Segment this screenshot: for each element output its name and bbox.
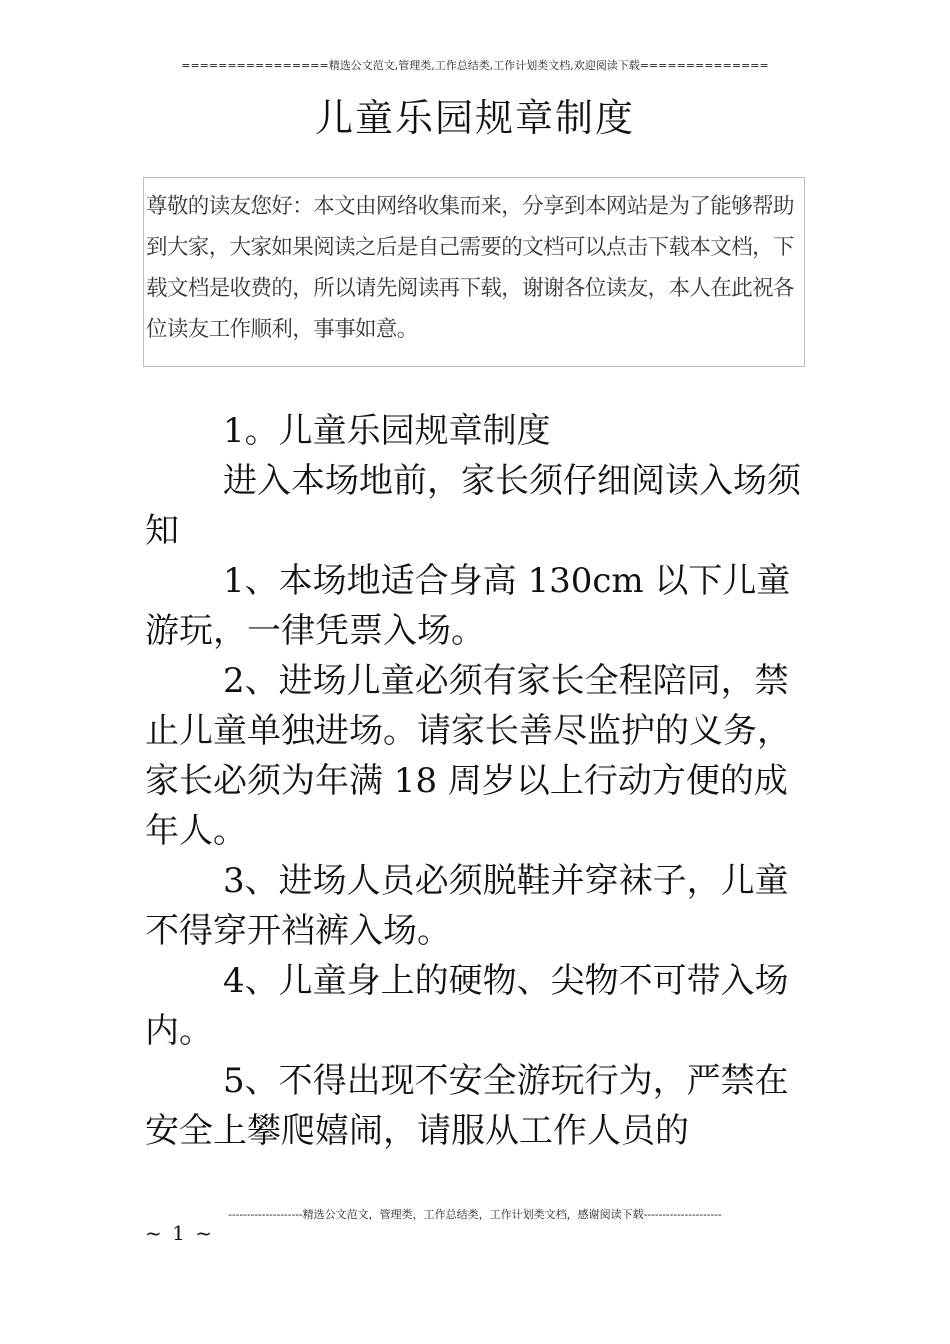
reader-notice-text: 尊敬的读友您好：本文由网络收集而来，分享到本网站是为了能够帮助到大家，大家如果阅读之后是自己需要的文档可以点击下载本文档，下载文档是收费的，所以请先阅读再下载，谢谢各位读友，本人在此祝各位读友工作顺利，事事如意。 [146, 194, 794, 342]
rule-item-2: 2、进场儿童必须有家长全程陪同，禁止儿童单独进场。请家长善尽监护的义务，家长必须为年满 18 周岁以上行动方便的成年人。 [145, 661, 791, 851]
rule-item-1: 1、本场地适合身高 130cm 以下儿童游玩，一律凭票入场。 [145, 561, 791, 651]
section-heading: 1。儿童乐园规章制度 [223, 411, 551, 451]
rule-item-4: 4、儿童身上的硬物、尖物不可带入场内。 [145, 961, 789, 1051]
intro-paragraph: 进入本场地前，家长须仔细阅读入场须知 [145, 461, 801, 551]
rule-item-5: 5、不得出现不安全游玩行为，严禁在安全上攀爬嬉闹，请服从工作人员的 [145, 1061, 789, 1151]
document-title: 儿童乐园规章制度 [314, 96, 635, 140]
document-body [145, 406, 817, 1156]
rule-item-3: 3、进场人员必须脱鞋并穿袜子，儿童不得穿开裆裤入场。 [145, 861, 789, 951]
reader-notice-box [143, 177, 805, 367]
page-number: ~ 1 ~ [145, 1221, 214, 1245]
footer-banner: --------------------精选公文范文，管理类，工作总结类，工作计划类文档，感谢阅读下载--------------------- [228, 1208, 722, 1221]
header-banner: ================精选公文范文,管理类,工作总结类,工作计划类文档,欢迎阅读下载============== [181, 59, 769, 72]
